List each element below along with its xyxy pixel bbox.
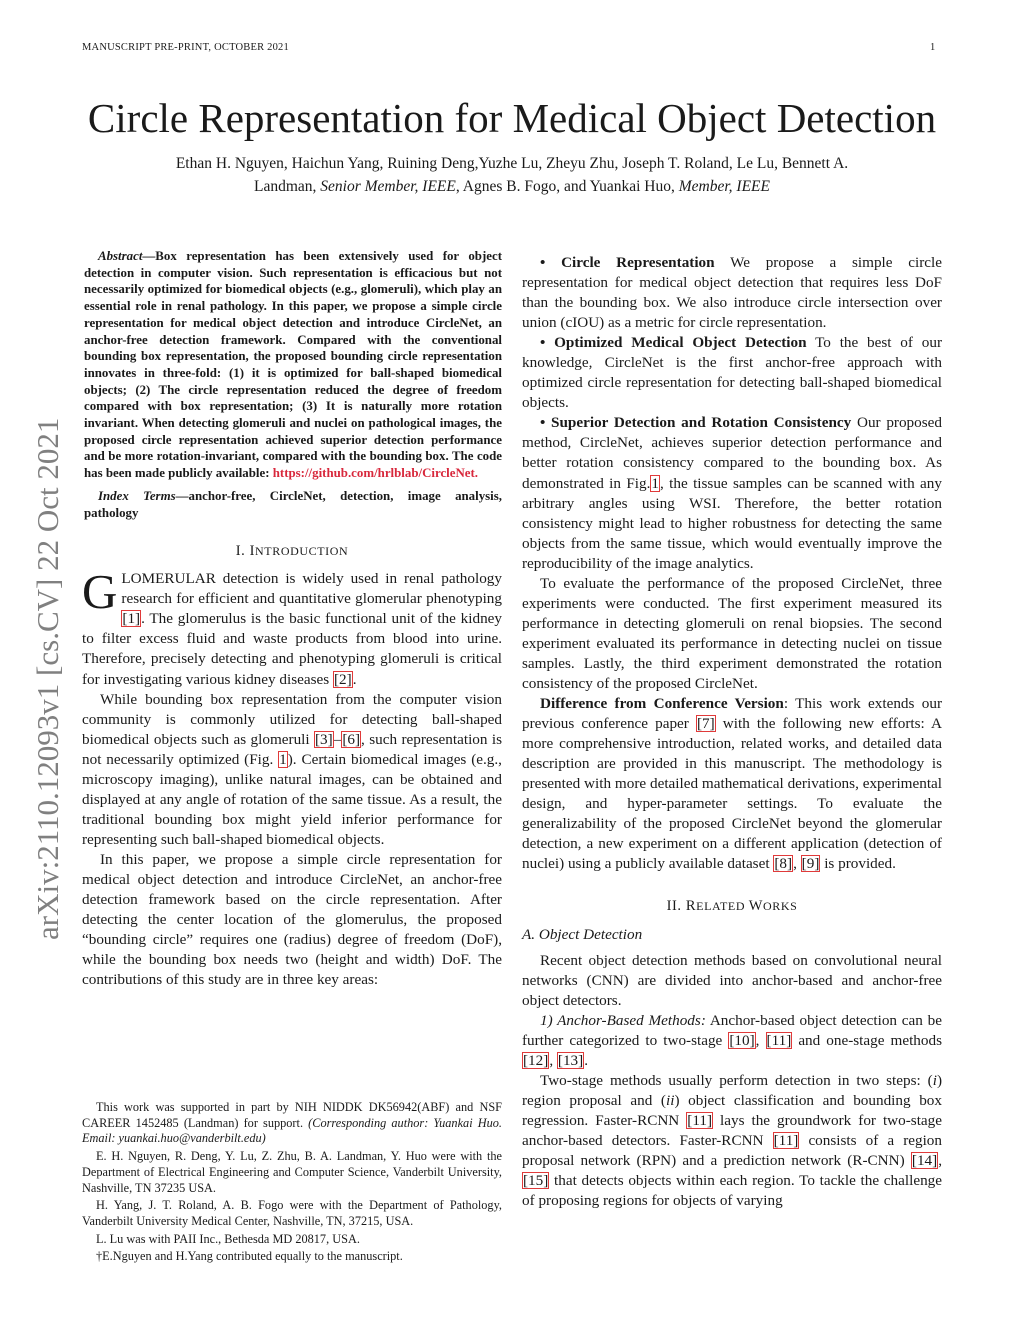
text: This work was supported in part by NIH NIDDK DK56942(ABF) and NSF CAREER 1452485 (Landman) for support.: [82, 1100, 502, 1130]
left-column: [82, 248, 502, 990]
citation-link[interactable]: [13]: [557, 1051, 584, 1069]
anchor-based-paragraph: [522, 1011, 942, 1071]
citation-link[interactable]: [12]: [523, 1051, 549, 1069]
text: .: [352, 670, 357, 688]
figure-link[interactable]: 1: [651, 474, 659, 492]
abstract-text: —Box representation has been extensively used for object detection in computer vision. Such representation is efficacious but not necessarily optimized for biomedical objects (e.g., glomeruli), which play an essential role in renal pathology. In this paper, we propose a simple circle representation for medical object detection and introduce CircleNet, an anchor-free detection framework. Compared with the conventional bounding box representation, the proposed bounding circle representation innovates in three-fold: (1) it is optimized for ball-shaped biomedical objects; (2) The circle representation reduced the degree of freedom compared with box representation; (3) It is naturally more rotation invariant. When detecting glomeruli and nuclei on pathological images, the proposed circle representation achieved superior detection performance and be more rotation-invariant, compared with the bounding box. The code has been made publicly available:: [84, 249, 502, 481]
intro-paragraph-1: [82, 564, 502, 689]
section-heading-introduction: [82, 541, 502, 561]
section-numeral: I. I: [235, 543, 256, 560]
author-text: Landman,: [253, 178, 321, 195]
contribution-bullet: [522, 413, 942, 573]
text: While bounding box representation from the computer vision community is commonly utilized for detecting ball-shaped biomedical objects such as glomeruli: [82, 690, 502, 748]
running-head: MANUSCRIPT PRE-PRINT, OCTOBER 2021: [82, 42, 289, 53]
author-line-1: Ethan H. Nguyen, Haichun Yang, Ruining Deng,Yuzhe Lu, Zheyu Zhu, Joseph T. Roland, Le Lu, Bennett A.: [175, 155, 849, 172]
text: ) region proposal and (: [522, 1071, 942, 1109]
corresponding-author: (Corresponding author: Yuankai Huo. Email: yuankai.huo@vanderbilt.edu): [82, 1115, 502, 1146]
text: that detects objects within each region. To tackle the challenge of proposing regions for objects of varying: [522, 1172, 942, 1210]
text: consists of a region proposal network (RPN) and a prediction network (R-CNN): [522, 1131, 942, 1170]
footnote-affiliation-3: L. Lu was with PAII Inc., Bethesda MD 20817, USA.: [96, 1231, 360, 1246]
subsubsection-heading: 1) Anchor-Based Methods:: [540, 1011, 706, 1029]
author-line-2: [80, 175, 944, 198]
text: ,: [793, 855, 801, 873]
section-title: W: [748, 898, 763, 915]
drop-cap: G: [82, 564, 118, 620]
text: with the following new efforts: A more comprehensive introduction, related works, and detailed data description are provided in this manuscript. The methodology is presented with more detailed mathematical derivations, experimental design, and hyper-parameter settings. To evaluate the generalizability of the proposed CircleNet beyond the glomerular detection, a new experiment on a different application (detection of nuclei) using a publicly available dataset: [522, 715, 942, 873]
evaluation-paragraph: To evaluate the performance of the proposed CircleNet, three experiments were conducted. The first experiment measured its performance in detecting glomeruli on renal biopsies. The second experiment evaluated its performance in detecting nuclei on tissue samples. Lastly, the third experiment demonstrated the rotation consistency of the proposed CircleNet.: [522, 574, 942, 692]
paragraph-title: Difference from Conference Version: [540, 695, 784, 713]
author-membership: Member, IEEE: [678, 178, 770, 195]
figure-link[interactable]: 1: [279, 750, 287, 768]
text: LOMERULAR detection is widely used in renal pathology research for efficient and quantitative glomerular phenotyping: [121, 570, 502, 608]
paper-title: Circle Representation for Medical Object Detection: [87, 95, 937, 141]
citation-link[interactable]: [8]: [774, 855, 793, 873]
arxiv-stamp: arXiv:2110.12093v1 [cs.CV] 22 Oct 2021: [30, 417, 65, 940]
text: Two-stage methods usually perform detection in two steps: (: [540, 1071, 933, 1089]
bullet-title: • Optimized Medical Object Detection: [540, 334, 807, 352]
citation-link[interactable]: [2]: [333, 670, 352, 688]
object-detection-paragraph: Recent object detection methods based on convolutional neural networks (CNN) are divided into anchor-based and anchor-free object detectors.: [522, 951, 942, 1009]
text: : This work extends our previous conference paper: [522, 695, 942, 733]
text: –: [333, 730, 342, 748]
text: Our proposed method, CircleNet, achieves superior detection performance and better rotation consistency compared to the bounding box. As demonstrated in Fig.: [522, 414, 942, 492]
section-heading-related-works: [522, 896, 942, 916]
text: , the tissue samples can be scanned with any arbitrary angles using WSI. Therefore, the better rotation consistency might lead to higher robustness for detecting the same objects from the same tissue, which would eventually improve the reproducibility of the image analytics.: [522, 474, 942, 572]
citation-link[interactable]: [11]: [773, 1131, 799, 1149]
text: Anchor-based object detection can be further categorized to two-stage: [522, 1011, 942, 1049]
text: is provided.: [820, 855, 896, 873]
citation-link[interactable]: [14]: [911, 1152, 938, 1170]
contribution-bullet: [522, 253, 942, 333]
text: . The glomerulus is the basic functional unit of the kidney to filter excess fluid and waste products from blood into urine. Therefore, precisely detecting and phenotyping glomeruli is critical for investigating various kidney diseases: [82, 610, 502, 688]
text: ). Certain biomedical images (e.g., microscopy imaging), unlike natural images, can be obtained and displayed at any angle of rotation of the same tissue. As a result, the traditional bounding box might yield inferior performance for representing such ball-shaped biomedical objects.: [82, 750, 502, 848]
footnote-equal-contribution: †E.Nguyen and H.Yang contributed equally to the manuscript.: [96, 1249, 403, 1264]
footnote-funding: [82, 1100, 502, 1147]
citation-link[interactable]: [11]: [766, 1031, 792, 1049]
footnotes: [82, 1100, 502, 1267]
abstract-label: Abstract: [98, 249, 143, 263]
text: ,: [755, 1031, 766, 1049]
section-title: NTRODUCTION: [255, 544, 349, 559]
code-link[interactable]: https://github.com/hrlblab/CircleNet.: [272, 466, 479, 481]
bullet-title: • Circle Representation: [540, 254, 715, 271]
math-symbol: ii: [666, 1091, 675, 1109]
author-text: , Agnes B. Fogo, and Yuankai Huo,: [455, 178, 679, 195]
citation-link[interactable]: [3]: [315, 730, 333, 748]
citation-link[interactable]: [10]: [729, 1031, 755, 1049]
index-terms-text: —anchor-free, CircleNet, detection, image analysis, pathology: [84, 488, 502, 520]
intro-paragraph-3: In this paper, we propose a simple circle representation for medical object detection and introduce CircleNet, an anchor-free detection framework based on the circle representation. After detecting the center location of the glomerulus, the proposed “bounding circle” requires one (radius) degree of freedom (DoF), while the bounding box needs two (height and width) DoF. The contributions of this study are in three key areas:: [82, 850, 502, 989]
citation-link[interactable]: [15]: [523, 1172, 549, 1190]
section-title: ELATED: [696, 899, 749, 914]
text: and one-stage methods: [792, 1031, 942, 1049]
citation-link[interactable]: [11]: [687, 1111, 713, 1129]
index-terms: [84, 488, 502, 521]
text: , such representation is not necessarily optimized (Fig.: [82, 730, 502, 768]
text: lays the groundwork for two-stage anchor-based detectors. Faster-RCNN: [522, 1111, 943, 1149]
page-number: 1: [930, 42, 936, 53]
section-numeral: II. R: [666, 898, 697, 915]
conference-difference-paragraph: [522, 694, 942, 874]
contribution-bullet: [522, 333, 942, 413]
text: To the best of our knowledge, CircleNet is the first anchor-free approach with optimized circle representation for detecting ball-shaped biomedical objects.: [522, 334, 942, 412]
right-column: [522, 253, 942, 1211]
citation-link[interactable]: [1]: [122, 610, 141, 628]
index-terms-label: Index Terms: [98, 488, 176, 503]
citation-link[interactable]: [7]: [696, 715, 715, 733]
subsection-heading: A. Object Detection: [522, 925, 643, 943]
footnote-affiliation-2: H. Yang, J. T. Roland, A. B. Fogo were with the Department of Pathology, Vanderbilt University Medical Center, Nashville, TN, 37215, USA.: [82, 1198, 502, 1228]
abstract: [82, 248, 502, 521]
citation-link[interactable]: [9]: [801, 855, 820, 873]
text: ) object classification and bounding box regression. Faster-RCNN: [522, 1091, 942, 1129]
bullet-title: • Superior Detection and Rotation Consistency: [540, 414, 852, 432]
citation-link[interactable]: [6]: [342, 730, 361, 748]
author-list: [80, 152, 944, 198]
section-title: ORKS: [763, 899, 798, 914]
footnote-affiliation-1: E. H. Nguyen, R. Deng, Y. Lu, Z. Zhu, B. A. Landman, Y. Huo were with the Department of Electrical Engineering and Computer Science, Vanderbilt University, Nashville, TN 37235 USA.: [82, 1149, 502, 1195]
text: ,: [549, 1051, 557, 1069]
text: We propose a simple circle representation for medical object detection that requires less DoF than the bounding box. We also introduce circle intersection over union (cIOU) as a metric for circle representation.: [522, 254, 942, 332]
math-symbol: i: [932, 1071, 937, 1089]
intro-paragraph-2: [82, 690, 502, 850]
text: ,: [938, 1152, 942, 1170]
author-membership: Senior Member, IEEE: [320, 178, 456, 195]
two-stage-paragraph: [522, 1071, 942, 1211]
text: .: [584, 1051, 589, 1069]
